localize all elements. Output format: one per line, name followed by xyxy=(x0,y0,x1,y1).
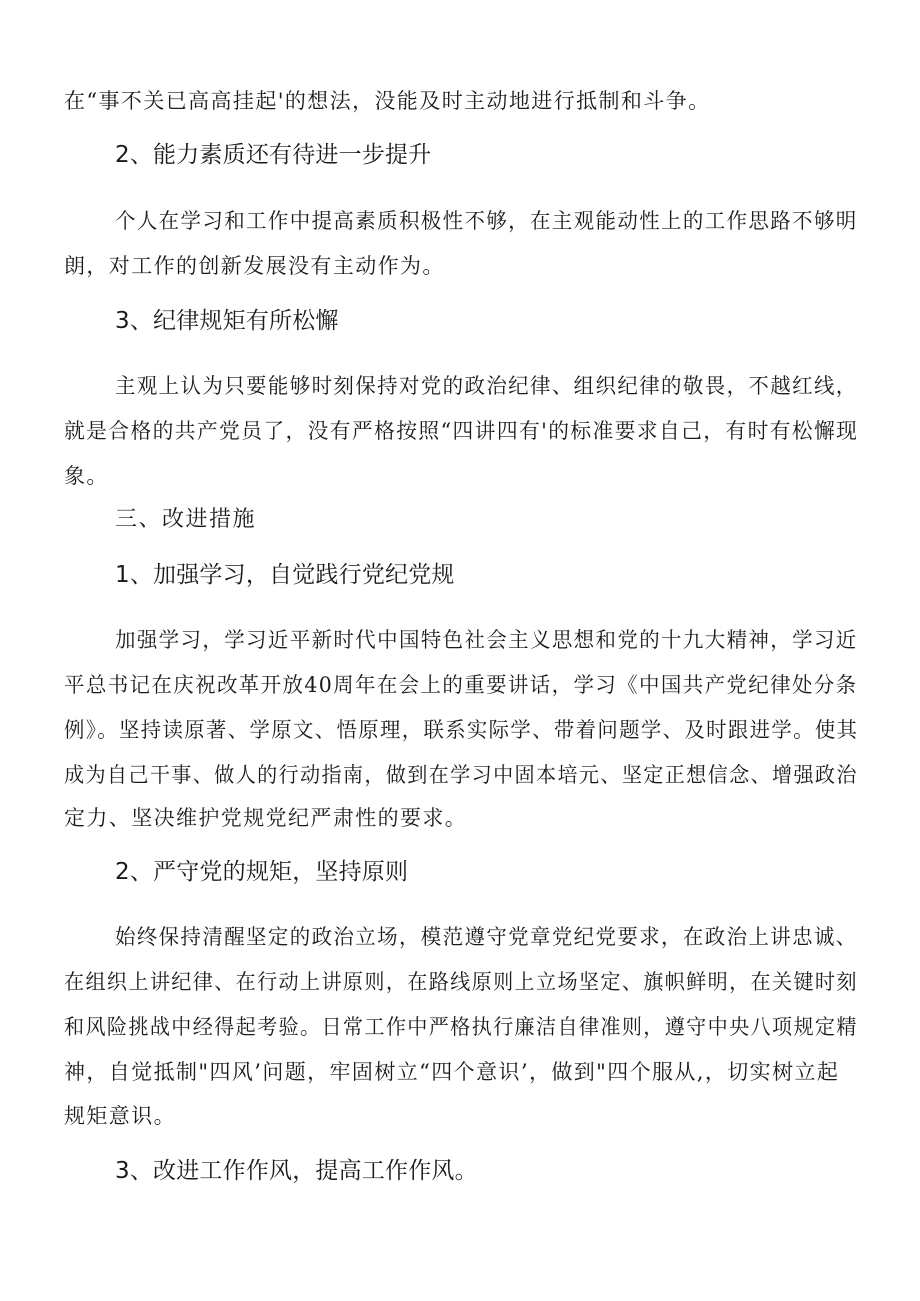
paragraph-line: 定力、坚决维护党规党纪严肃性的要求。 xyxy=(64,806,468,830)
subsection-heading: 2、严守党的规矩，坚持原则 xyxy=(115,859,409,885)
paragraph-line: 在组织上讲纪律、在行动上讲原则，在路线原则上立场坚定、旗帜鲜明，在关键时刻 xyxy=(64,970,858,994)
section-heading: 三、改进措施 xyxy=(115,507,257,532)
paragraph-line: 加强学习，学习近平新时代中国特色社会主义思想和党的十九大精神，学习近 xyxy=(115,628,858,652)
subsection-heading: 3、改进工作作风，提高工作作风。 xyxy=(115,1158,478,1184)
paragraph-line: 规矩意识。 xyxy=(64,1104,176,1128)
subsection-heading: 2、能力素质还有待进一步提升 xyxy=(115,142,432,168)
paragraph-line: 就是合格的共产党员了，没有严格按照“四讲四有'的标准要求自己，有时有松懈现 xyxy=(64,419,859,443)
subsection-heading: 3、纪律规矩有所松懈 xyxy=(115,308,339,334)
paragraph-line: 在“事不关已高高挂起'的想法，没能及时主动地进行抵制和斗争。 xyxy=(64,89,711,113)
paragraph-line: 始终保持清醒坚定的政治立场，模范遵守党章党纪党要求，在政治上讲忠诚、 xyxy=(115,925,858,949)
paragraph-line: 例》。坚持读原著、学原文、悟原理，联系实际学、带着问题学、及时跟进学。使其 xyxy=(64,718,859,742)
paragraph-line: 象。 xyxy=(64,464,109,488)
paragraph-line: 主观上认为只要能够时刻保持对党的政治纪律、组织纪律的敬畏，不越红线， xyxy=(115,374,858,398)
paragraph-line: 和风险挑战中经得起考验。日常工作中严格执行廉洁自律准则，遵守中央八项规定精 xyxy=(64,1015,858,1039)
paragraph-line: 神，自觉抵制"四风’问题，牢固树立“四个意识’，做到"四个服从,，切实树立起 xyxy=(64,1060,840,1084)
paragraph-line: 成为自己干事、做人的行动指南，做到在学习中固本培元、坚定正想信念、增强政治 xyxy=(64,763,858,787)
paragraph-line: 平总书记在庆祝改革开放40周年在会上的重要讲话，学习《中国共产党纪律处分条 xyxy=(64,673,858,697)
paragraph-line: 朗，对工作的创新发展没有主动作为。 xyxy=(64,254,445,278)
subsection-heading: 1、加强学习，自觉践行党纪党规 xyxy=(115,562,455,588)
paragraph-line: 个人在学习和工作中提高素质积极性不够，在主观能动性上的工作思路不够明 xyxy=(115,209,858,233)
